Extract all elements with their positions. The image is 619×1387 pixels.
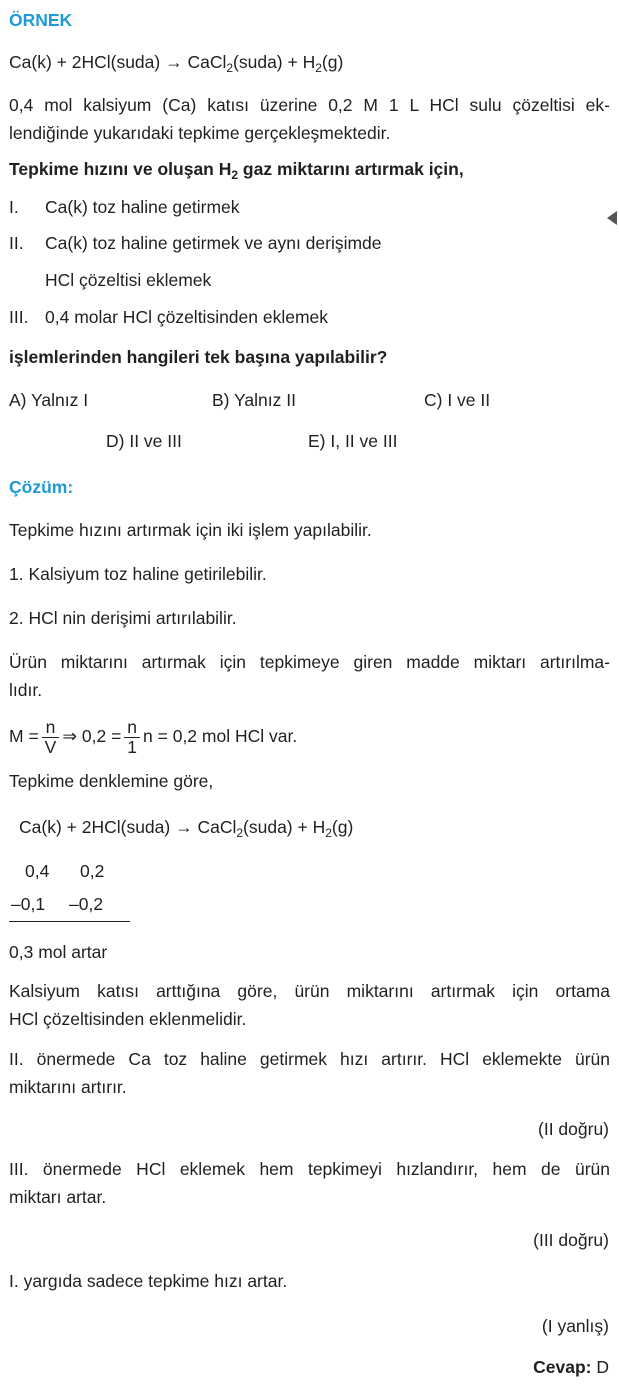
answer-label: Cevap: [533,1357,592,1377]
option-b[interactable]: B) Yalnız II [212,390,296,410]
statement-iii: III. 0,4 molar HCl çözeltisinden eklemek [9,307,329,327]
pen-marker-icon [607,211,617,225]
example-heading: ÖRNEK [9,10,73,30]
statement-ii-cont: HCl çözeltisi eklemek [45,270,212,290]
statement-ii: II. Ca(k) toz haline getirmek ve aynı derişimde [9,233,382,253]
solution-p9-line-2: miktarı artar. [9,1187,107,1207]
verdict-ii: (II doğru) [538,1119,609,1139]
fraction-n-over-v: $\frac{n}{V}$ [42,718,60,757]
change-hcl: –0,2 [69,894,104,914]
solution-p4-line-2: lıdır. [9,680,43,700]
option-e[interactable]: E) I, II ve III [308,431,398,451]
solution-p8-line-1: II. önermede Ca toz haline getirmek hızı artırır. HCl eklemekte ürün [9,1049,610,1069]
solution-heading: Çözüm: [9,477,74,497]
option-a[interactable]: A) Yalnız I [9,390,89,410]
initial-ca: 0,4 [25,861,50,881]
verdict-iii: (III doğru) [533,1230,609,1250]
example-equation: Ca(k) + 2HCl(suda) → CaCl$_2$(suda) + $H_2(g)$ [9,52,344,75]
intro-line-1: 0,4 mol kalsiyum (Ca) katısı üzerine 0,2 M 1 L HCl sulu çözeltisi ek- [9,95,610,115]
solution-p1: Tepkime hızını artırmak için iki işlem yapılabilir. [9,520,372,540]
initial-hcl: 0,2 [80,861,105,881]
solution-p6: 0,3 mol artar [9,942,108,962]
solution-equation: Ca(k) + 2HCl(suda) → CaCl$_2$(suda) + $H_2(g)$ [19,817,354,840]
answer [533,1356,609,1378]
solution-p3: 2. HCl nin derişimi artırılabilir. [9,608,237,628]
intro-line-2: lendiğinde yukarıdaki tepkime gerçekleşmektedir. [9,123,391,143]
option-c[interactable]: C) I ve II [424,390,491,410]
solution-p7-line-1: Kalsiyum katısı arttığına göre, ürün miktarını artırmak için ortama [9,981,610,1001]
question-end: işlemlerinden hangileri tek başına yapılabilir? [9,347,388,367]
option-d[interactable]: D) II ve III [106,431,182,451]
solution-p7-line-2: HCl çözeltisinden eklenmelidir. [9,1009,247,1029]
sum-line [9,921,130,922]
answer-value: D [591,1357,609,1377]
fraction-n-over-1: $\frac{n}{1}$ [124,718,140,757]
change-ca: –0,1 [11,894,46,914]
solution-p4-line-1: Ürün miktarını artırmak için tepkimeye giren madde miktarı artırılma- [9,652,610,672]
statement-i: I. Ca(k) toz haline getirmek [9,197,240,217]
solution-p9-line-1: III. önermede HCl eklemek hem tepkimeyi hızlandırır, hem de ürün [9,1159,610,1179]
solution-p2: 1. Kalsiyum toz haline getirilebilir. [9,564,267,584]
verdict-i: (I yanlış) [541,1316,609,1336]
solution-p5: Tepkime denklemine göre, [9,771,214,791]
solution-p10: I. yargıda sadece tepkime hızı artar. [9,1271,288,1291]
solution-p8-line-2: miktarını artırır. [9,1077,127,1097]
question-stem: Tepkime hızını ve oluşan $H_2$ gaz miktarını artırmak için, [9,159,464,182]
molarity-formula: M = $\frac{n}{V}$ ⇒ 0,2 = $\frac{n}{1}$ n = 0,2 mol HCl var. [9,716,298,757]
